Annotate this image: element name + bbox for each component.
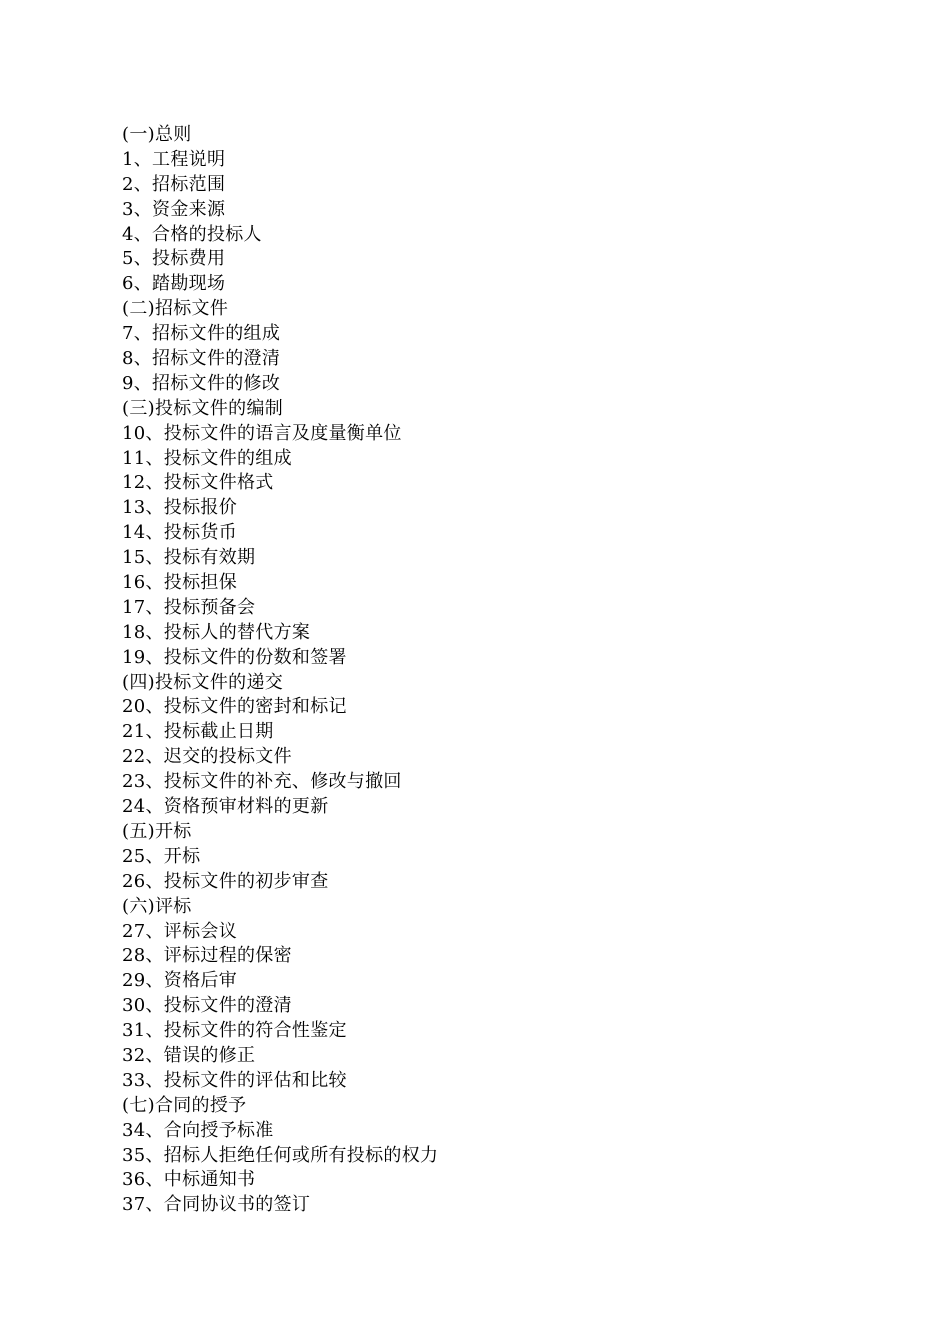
- toc-item: 16、投标担保: [122, 572, 238, 594]
- toc-item: 9、招标文件的修改: [122, 372, 281, 394]
- toc-item: 28、评标过程的保密: [122, 945, 292, 967]
- toc-item: 11、投标文件的组成: [122, 447, 292, 469]
- toc-item: 32、错误的修正: [122, 1044, 256, 1066]
- toc-item: 20、投标文件的密封和标记: [122, 696, 347, 718]
- toc-item: 6、踏勘现场: [122, 273, 226, 295]
- toc-item: 13、投标报价: [122, 497, 238, 519]
- toc-item: 24、资格预审材料的更新: [122, 796, 329, 818]
- toc-item: 21、投标截止日期: [122, 721, 274, 743]
- toc-item: 37、合同协议书的签订: [122, 1194, 311, 1216]
- section-heading-general: (一)总则: [122, 124, 192, 145]
- toc-item: 14、投标货币: [122, 522, 238, 544]
- toc-item: 22、迟交的投标文件: [122, 746, 292, 768]
- section-heading-tender-documents: (二)招标文件: [122, 298, 229, 320]
- toc-item: 1、工程说明: [122, 148, 226, 170]
- section-heading-bid-submission: (四)投标文件的递交: [122, 671, 284, 693]
- toc-item: 34、合向授予标准: [122, 1119, 274, 1141]
- section-heading-bid-opening: (五)开标: [122, 820, 192, 842]
- toc-item: 31、投标文件的符合性鉴定: [122, 1020, 347, 1042]
- table-of-contents: [122, 123, 438, 1218]
- toc-item: 19、投标文件的份数和签署: [122, 646, 347, 668]
- toc-item: 36、中标通知书: [122, 1169, 256, 1191]
- toc-item: 27、评标会议: [122, 920, 238, 942]
- toc-item: 26、投标文件的初步审查: [122, 870, 329, 892]
- toc-item: 17、投标预备会: [122, 596, 256, 618]
- toc-item: 2、招标范围: [122, 173, 226, 195]
- toc-item: 10、投标文件的语言及度量衡单位: [122, 422, 402, 444]
- toc-item: 8、招标文件的澄清: [122, 348, 281, 370]
- toc-item: 3、资金来源: [122, 198, 226, 220]
- section-heading-bid-evaluation: (六)评标: [122, 895, 192, 917]
- toc-item: 35、招标人拒绝任何或所有投标的权力: [122, 1144, 439, 1166]
- toc-item: 30、投标文件的澄清: [122, 995, 292, 1017]
- toc-item: 18、投标人的替代方案: [122, 621, 311, 643]
- toc-item: 15、投标有效期: [122, 547, 256, 569]
- toc-item: 33、投标文件的评估和比较: [122, 1069, 347, 1091]
- toc-item: 7、招标文件的组成: [122, 323, 281, 345]
- toc-item: 29、资格后审: [122, 970, 238, 992]
- toc-item: 25、开标: [122, 845, 201, 867]
- toc-item: 4、合格的投标人: [122, 223, 262, 245]
- toc-item: 23、投标文件的补充、修改与撤回: [122, 771, 402, 793]
- section-heading-contract-award: (七)合同的授予: [122, 1094, 247, 1116]
- toc-item: 5、投标费用: [122, 248, 226, 270]
- section-heading-bid-preparation: (三)投标文件的编制: [122, 397, 284, 419]
- toc-item: 12、投标文件格式: [122, 472, 274, 494]
